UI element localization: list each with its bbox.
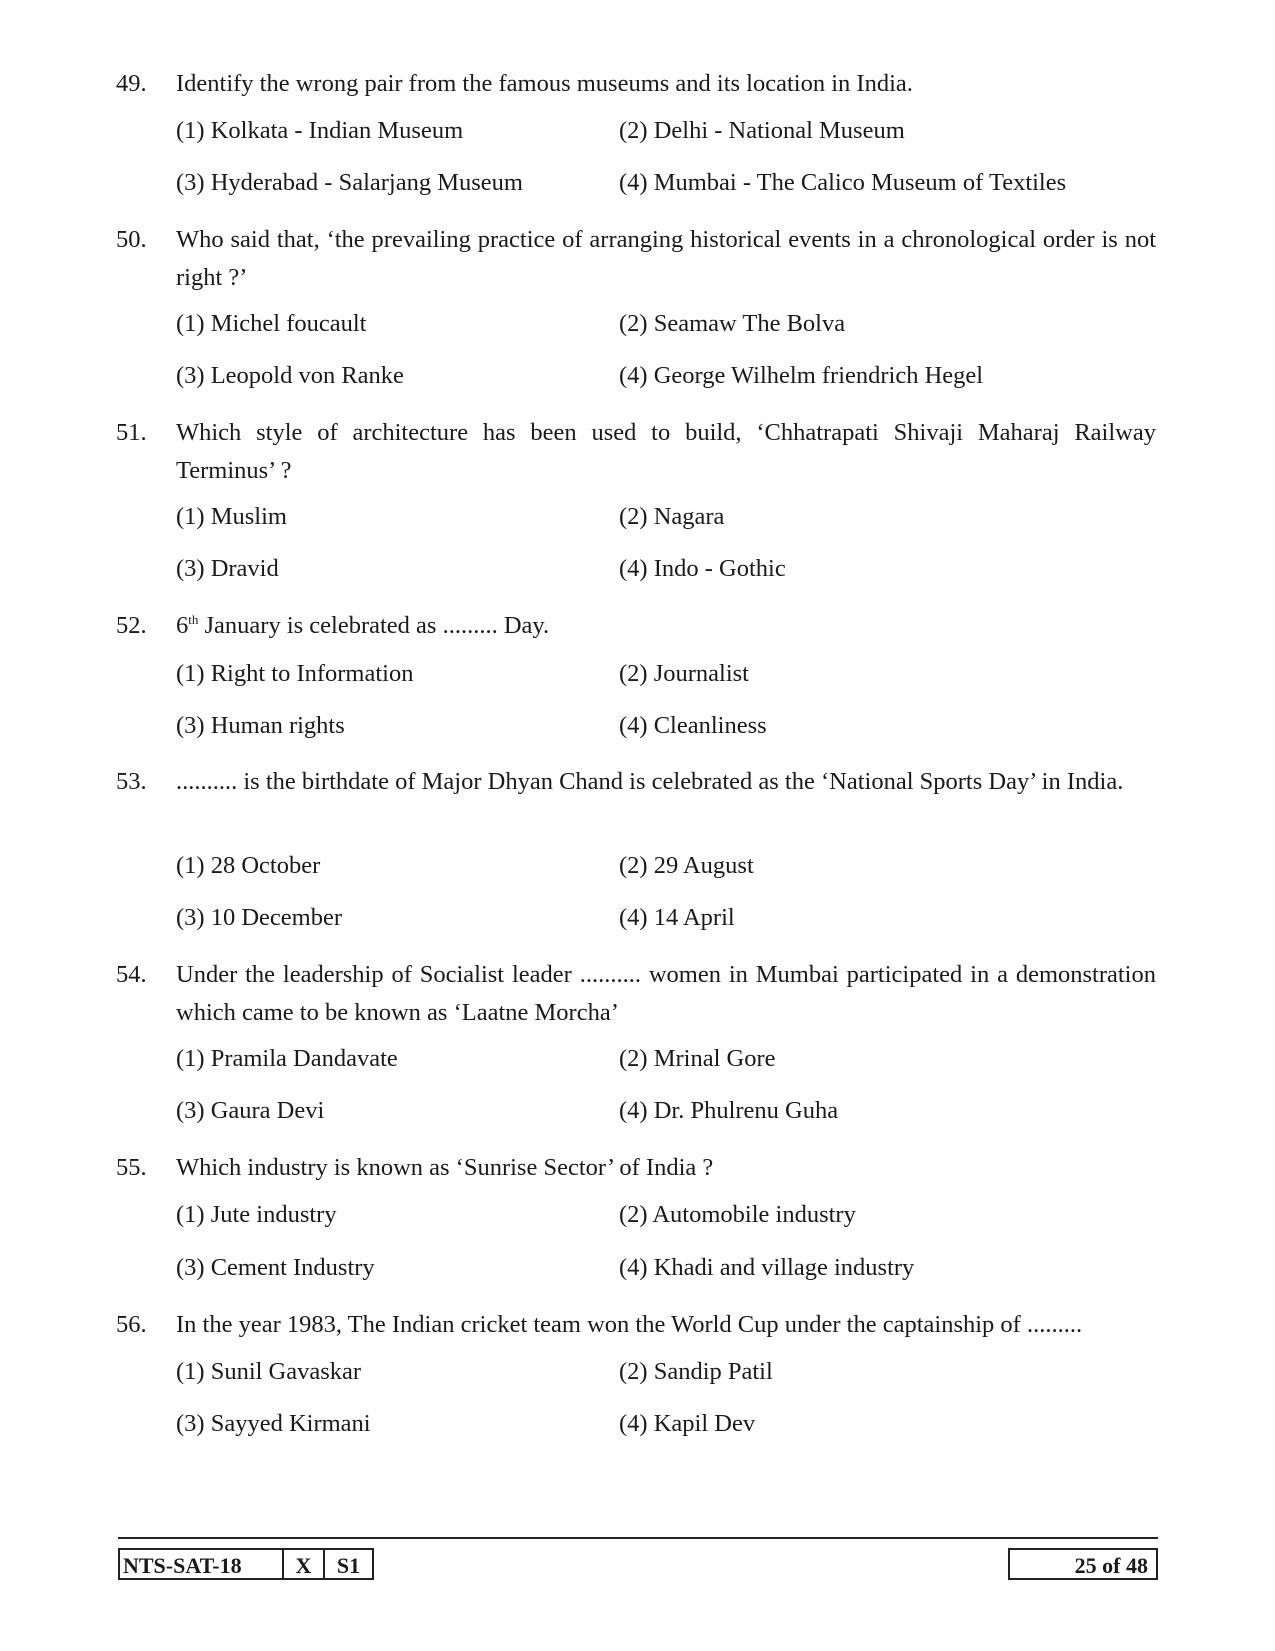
footer-rule bbox=[118, 1537, 1158, 1539]
page-number-box: 25 of 48 bbox=[1008, 1548, 1158, 1580]
question-number: 50. bbox=[116, 226, 147, 253]
option: (3) Human rights bbox=[176, 712, 345, 739]
option: (3) Leopold von Ranke bbox=[176, 362, 404, 389]
option: (1) Michel foucault bbox=[176, 310, 367, 337]
option: (4) Dr. Phulrenu Guha bbox=[619, 1097, 839, 1124]
question-text: Which style of architecture has been used to build, ‘Chhatrapati Shivaji Maharaj Railway Terminus’ ? bbox=[176, 419, 1156, 484]
option: (3) 10 December bbox=[176, 904, 342, 931]
option: (1) Sunil Gavaskar bbox=[176, 1358, 362, 1385]
options-51b bbox=[176, 555, 1166, 593]
question-50 bbox=[116, 221, 1156, 297]
question-number: 52. bbox=[116, 612, 147, 639]
options-53b bbox=[176, 904, 1166, 942]
question-text: Who said that, ‘the prevailing practice of arranging historical events in a chronological order is not right ?’ bbox=[176, 226, 1156, 291]
question-number: 53. bbox=[116, 768, 147, 795]
option: (4) Kapil Dev bbox=[619, 1410, 756, 1437]
option: (1) Kolkata - Indian Museum bbox=[176, 117, 464, 144]
question-text: Under the leadership of Socialist leader .......... women in Mumbai participated in a demonstration which came to be known as ‘Laatne Morcha’ bbox=[176, 961, 1156, 1026]
question-52 bbox=[116, 607, 1156, 645]
options-50 bbox=[176, 310, 1166, 348]
question-number: 55. bbox=[116, 1154, 147, 1181]
question-text bbox=[176, 607, 1156, 645]
options-54b bbox=[176, 1097, 1166, 1135]
question-49 bbox=[116, 65, 1156, 103]
question-text: .......... is the birthdate of Major Dhyan Chand is celebrated as the ‘National Sports Day’ in India. bbox=[176, 768, 1124, 795]
option: (1) Jute industry bbox=[176, 1201, 337, 1228]
option: (2) Nagara bbox=[619, 503, 725, 530]
set-box: S1 bbox=[323, 1548, 374, 1580]
question-51 bbox=[116, 414, 1156, 490]
option: (2) Mrinal Gore bbox=[619, 1045, 776, 1072]
options-55 bbox=[176, 1201, 1166, 1239]
exam-code-box: NTS-SAT-18 bbox=[118, 1548, 284, 1580]
options-54 bbox=[176, 1045, 1166, 1083]
question-text: Identify the wrong pair from the famous museums and its location in India. bbox=[176, 70, 913, 97]
question-55 bbox=[116, 1149, 1156, 1187]
options-56b bbox=[176, 1410, 1166, 1448]
option: (3) Cement Industry bbox=[176, 1254, 375, 1281]
question-number: 49. bbox=[116, 70, 147, 97]
option: (2) Automobile industry bbox=[619, 1201, 856, 1228]
question-text: Which industry is known as ‘Sunrise Sector’ of India ? bbox=[176, 1154, 714, 1181]
question-number: 51. bbox=[116, 419, 147, 446]
option: (1) Muslim bbox=[176, 503, 287, 530]
options-49b bbox=[176, 169, 1166, 207]
date-number: 6 bbox=[176, 612, 189, 639]
options-52 bbox=[176, 660, 1166, 698]
option: (4) George Wilhelm friendrich Hegel bbox=[619, 362, 984, 389]
options-51 bbox=[176, 503, 1166, 541]
question-number: 54. bbox=[116, 961, 147, 988]
question-number: 56. bbox=[116, 1311, 147, 1338]
option: (1) Pramila Dandavate bbox=[176, 1045, 398, 1072]
options-56 bbox=[176, 1358, 1166, 1396]
question-text-rest: January is celebrated as ......... Day. bbox=[198, 612, 550, 639]
option: (2) Sandip Patil bbox=[619, 1358, 773, 1385]
option: (2) Journalist bbox=[619, 660, 749, 687]
option: (4) 14 April bbox=[619, 904, 735, 931]
option: (4) Cleanliness bbox=[619, 712, 767, 739]
option: (1) Right to Information bbox=[176, 660, 414, 687]
question-53 bbox=[116, 763, 1156, 801]
option: (1) 28 October bbox=[176, 852, 321, 879]
options-55b bbox=[176, 1254, 1166, 1292]
question-56 bbox=[116, 1306, 1156, 1344]
option: (4) Indo - Gothic bbox=[619, 555, 786, 582]
option: (3) Hyderabad - Salarjang Museum bbox=[176, 169, 523, 196]
options-50b bbox=[176, 362, 1166, 400]
options-53 bbox=[176, 852, 1166, 890]
class-box: X bbox=[282, 1548, 325, 1580]
option: (3) Gaura Devi bbox=[176, 1097, 325, 1124]
option: (3) Dravid bbox=[176, 555, 279, 582]
ordinal-suffix: th bbox=[188, 611, 199, 627]
option: (3) Sayyed Kirmani bbox=[176, 1410, 371, 1437]
option: (2) Seamaw The Bolva bbox=[619, 310, 846, 337]
options-49 bbox=[176, 117, 1166, 155]
option: (2) 29 August bbox=[619, 852, 754, 879]
question-54 bbox=[116, 956, 1156, 1032]
option: (4) Mumbai - The Calico Museum of Textiles bbox=[619, 169, 1067, 196]
question-text: In the year 1983, The Indian cricket team won the World Cup under the captainship of ......... bbox=[176, 1311, 1083, 1338]
option: (4) Khadi and village industry bbox=[619, 1254, 915, 1281]
option: (2) Delhi - National Museum bbox=[619, 117, 905, 144]
options-52b bbox=[176, 712, 1166, 750]
